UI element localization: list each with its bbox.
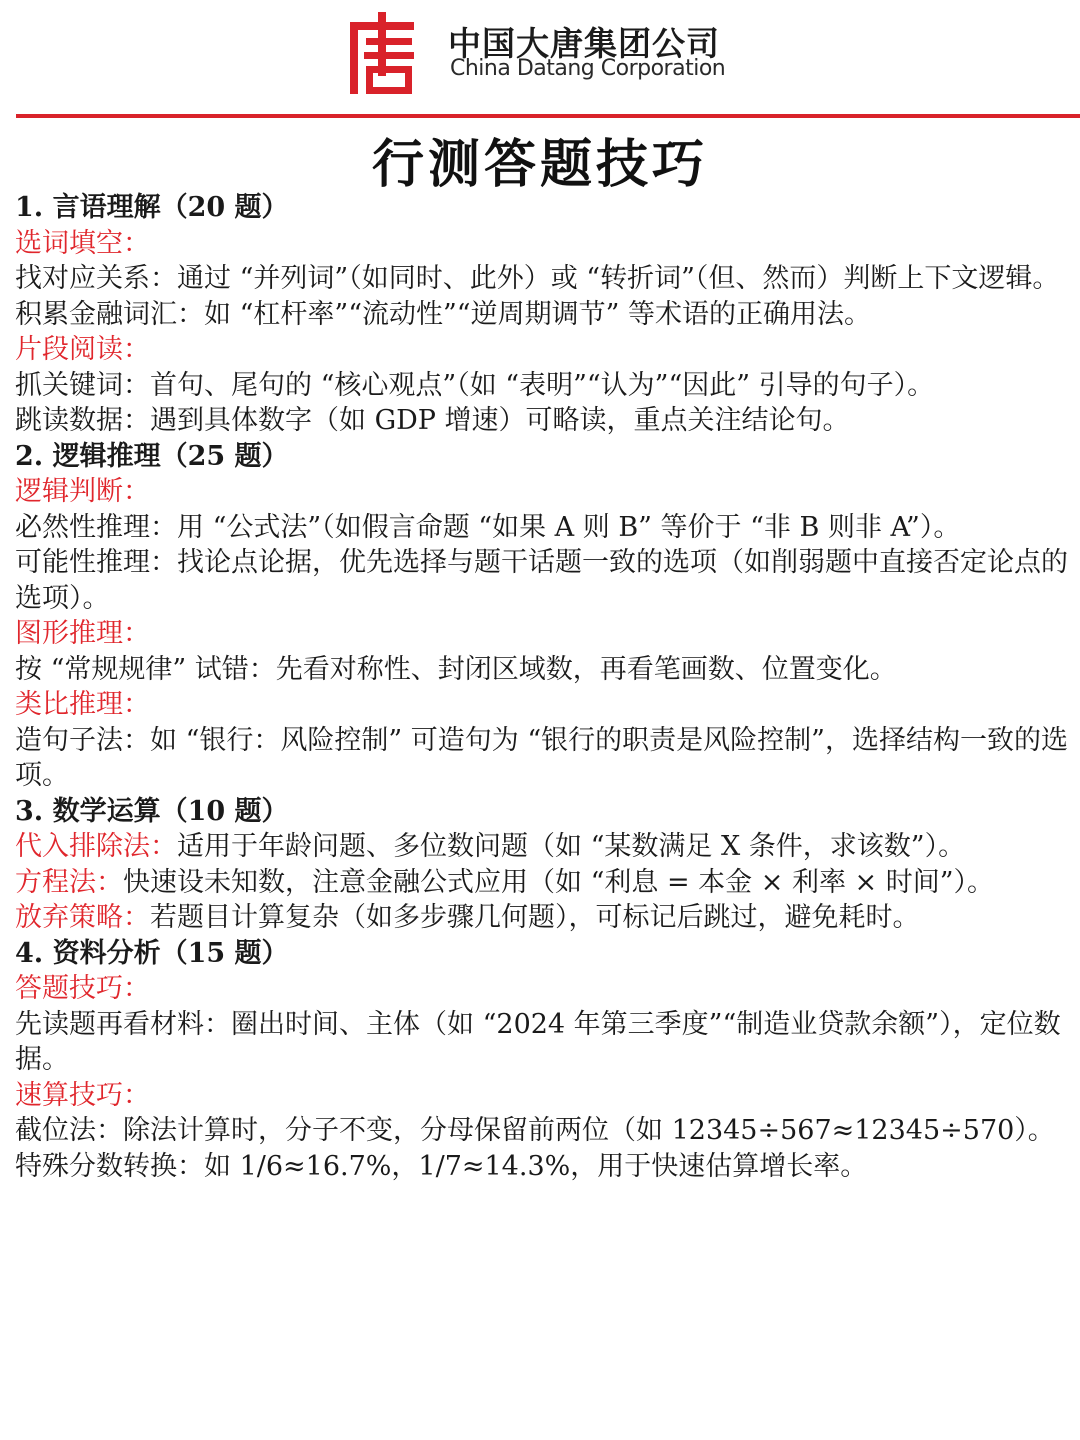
inline-text: 适用于年龄问题、多位数问题（如 “某数满足 X 条件，求该数”）。 — [177, 831, 966, 862]
subsection-label: 逻辑判断： — [15, 476, 150, 507]
header-divider — [16, 114, 1080, 118]
paragraph: 跳读数据：遇到具体数字（如 GDP 增速）可略读，重点关注结论句。 — [15, 405, 850, 436]
paragraph — [15, 900, 1070, 936]
section-heading: 4. 资料分析（15 题） — [15, 937, 289, 969]
inline-label: 代入排除法： — [15, 831, 177, 862]
paragraph: 特殊分数转换：如 1/6≈16.7%，1/7≈14.3%，用于快速估算增长率。 — [15, 1150, 868, 1182]
paragraph: 截位法：除法计算时，分子不变，分母保留前两位（如 12345÷567≈12345÷570）。 — [15, 1115, 1055, 1146]
subsection-label: 类比推理： — [15, 689, 150, 720]
subsection-label: 速算技巧： — [15, 1079, 150, 1111]
inline-label: 放弃策略： — [15, 902, 150, 933]
page-header — [0, 0, 1080, 195]
paragraph: 找对应关系：通过 “并列词”（如同时、此外）或 “转折词”（但、然而）判断上下文逻辑。 — [15, 263, 1060, 294]
page-title: 行测答题技巧 — [371, 135, 708, 195]
datang-logo-icon — [342, 12, 422, 94]
paragraph: 抓关键词：首句、尾句的 “核心观点”（如 “表明”“认为”“因此” 引导的句子）。 — [15, 369, 935, 401]
inline-text: 若题目计算复杂（如多步骤几何题），可标记后跳过，避免耗时。 — [150, 902, 920, 933]
paragraph: 可能性推理：找论点论据，优先选择与题干话题一致的选项（如削弱题中直接否定论点的选项）。 — [15, 547, 1068, 614]
subsection-label: 片段阅读： — [15, 334, 150, 365]
paragraph — [15, 829, 1070, 865]
inline-text: 快速设未知数，注意金融公式应用（如 “利息 = 本金 × 利率 × 时间”）。 — [123, 866, 995, 898]
subsection-label: 图形推理： — [15, 618, 150, 649]
section-heading: 3. 数学运算（10 题） — [15, 795, 289, 827]
document-body — [15, 190, 1070, 1184]
paragraph: 造句子法：如 “银行：风险控制” 可造句为 “银行的职责是风险控制”，选择结构一致的选项。 — [15, 724, 1068, 791]
section-heading: 1. 言语理解（20 题） — [15, 192, 289, 223]
paragraph: 先读题再看材料：圈出时间、主体（如 “2024 年第三季度”“制造业贷款余额”），定位数据。 — [15, 1008, 1061, 1075]
paragraph: 积累金融词汇：如 “杠杆率”“流动性”“逆周期调节” 等术语的正确用法。 — [15, 298, 871, 330]
paragraph: 必然性推理：用 “公式法”（如假言命题 “如果 A 则 B” 等价于 “非 B 则非 A”）。 — [15, 511, 961, 543]
inline-label: 方程法： — [15, 866, 123, 898]
section-heading: 2. 逻辑推理（25 题） — [15, 440, 289, 472]
subsection-label: 选词填空： — [15, 227, 150, 259]
brand-name-cn: 中国大唐集团公司 — [448, 24, 720, 63]
brand-name-en: China Datang Corporation — [450, 56, 726, 81]
paragraph: 按 “常规规律” 试错：先看对称性、封闭区域数，再看笔画数、位置变化。 — [15, 653, 897, 685]
paragraph — [15, 865, 1070, 901]
subsection-label: 答题技巧： — [15, 973, 150, 1004]
